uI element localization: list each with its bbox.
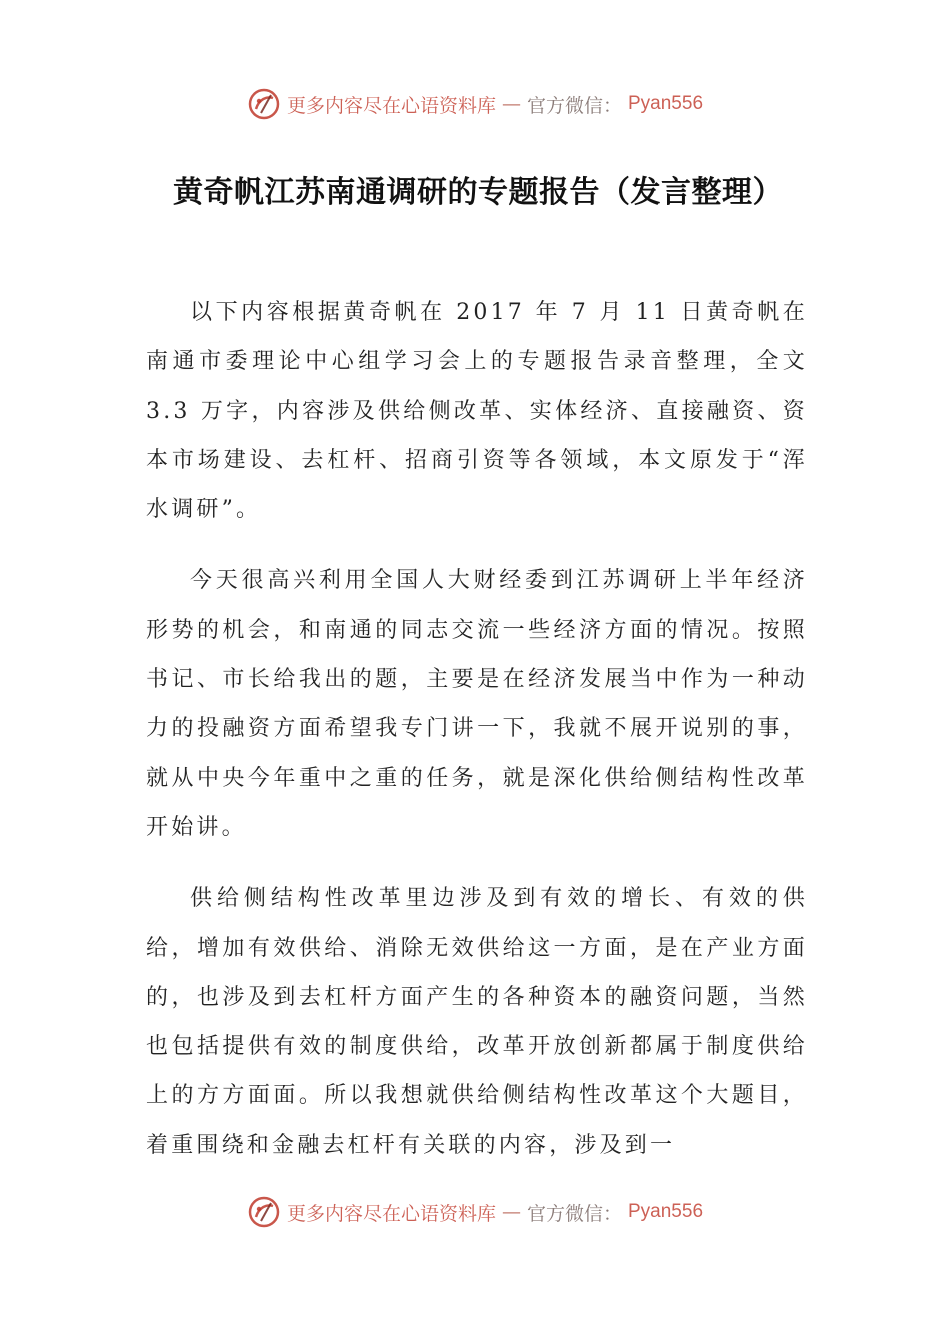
logo-icon bbox=[247, 1195, 281, 1229]
document-title: 黄奇帆江苏南通调研的专题报告（发言整理） bbox=[173, 175, 783, 210]
document-body bbox=[146, 288, 808, 1192]
watermark-wechat-id: Pyan556 bbox=[628, 1201, 704, 1222]
footer-watermark bbox=[0, 1192, 950, 1232]
logo-icon bbox=[247, 87, 281, 121]
watermark-separator: — bbox=[501, 1201, 521, 1223]
watermark-wechat-id: Pyan556 bbox=[628, 93, 704, 114]
watermark-text: 更多内容尽在心语资料库 bbox=[286, 1202, 496, 1225]
paragraph-1: 以下内容根据黄奇帆在 2017 年 7 月 11 日黄奇帆在南通市委理论中心组学习会上的专题报告录音整理，全文 3.3 万字，内容涉及供给侧改革、实体经济、直接融资、资本市场建设、去杠杆、招商引资等各领域，本文原发于“浑水调研”。 bbox=[146, 300, 808, 523]
paragraph-3: 供给侧结构性改革里边涉及到有效的增长、有效的供给，增加有效供给、消除无效供给这一方面，是在产业方面的，也涉及到去杠杆方面产生的各种资本的融资问题，当然也包括提供有效的制度供给，改革开放创新都属于制度供给上的方方面面。所以我想就供给侧结构性改革这个大题目，着重围绕和金融去杠杆有关联的内容，涉及到一 bbox=[146, 886, 808, 1158]
paragraph-2: 今天很高兴利用全国人大财经委到江苏调研上半年经济形势的机会，和南通的同志交流一些经济方面的情况。按照书记、市长给我出的题，主要是在经济发展当中作为一种动力的投融资方面希望我专门讲一下，我就不展开说别的事，就从中央今年重中之重的任务，就是深化供给侧结构性改革开始讲。 bbox=[146, 568, 808, 840]
watermark-wechat-label: 官方微信： bbox=[526, 94, 622, 117]
watermark-separator: — bbox=[501, 93, 521, 115]
watermark-text: 更多内容尽在心语资料库 bbox=[286, 94, 496, 117]
header-watermark bbox=[0, 84, 950, 124]
watermark-wechat-label: 官方微信： bbox=[526, 1202, 622, 1225]
